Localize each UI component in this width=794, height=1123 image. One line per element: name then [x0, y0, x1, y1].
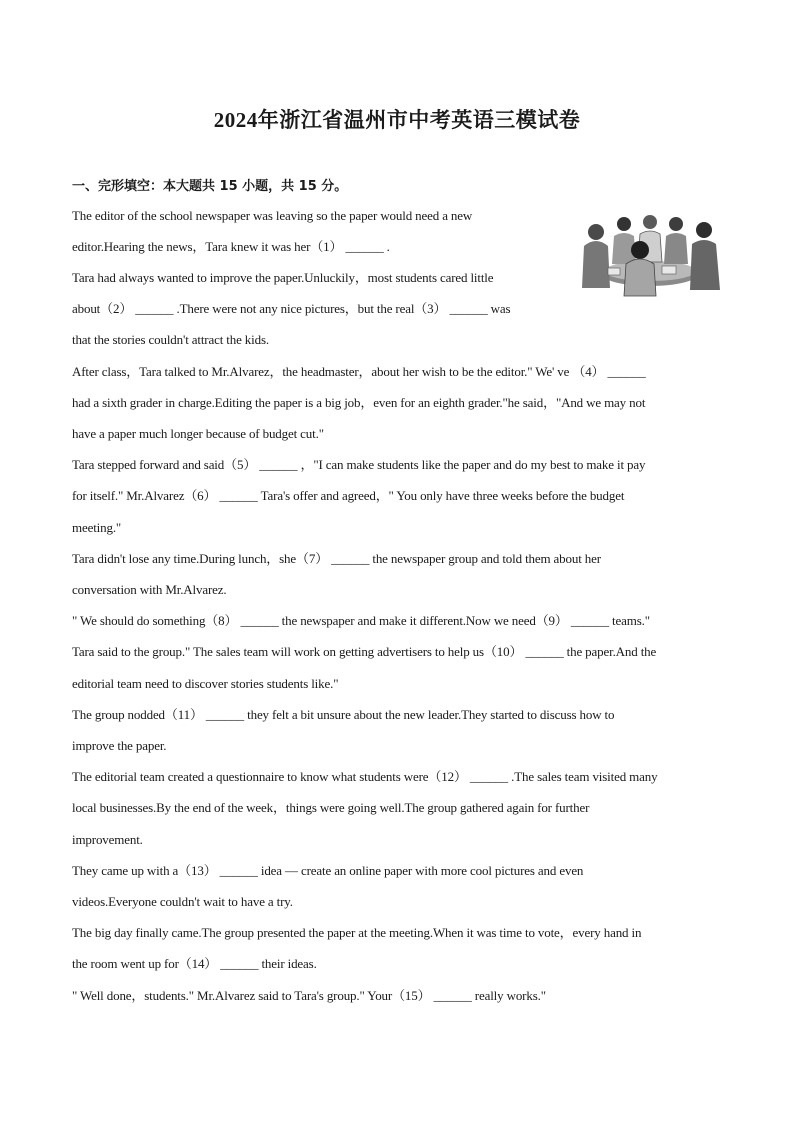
passage-line: The group nodded（11） ______ they felt a bit unsure about the new leader.They started to discuss how to — [72, 707, 615, 722]
passage-line: " Well done，students." Mr.Alvarez said to Tara's group." Your（15） ______ really works." — [72, 988, 546, 1003]
passage-line: editor.Hearing the news，Tara knew it was her（1） ______ . — [72, 239, 390, 254]
passage-line: editorial team need to discover stories students like." — [72, 676, 339, 691]
passage-line: had a sixth grader in charge.Editing the paper is a big job，even for an eighth grader."he said，"And we may not — [72, 395, 646, 410]
passage-line: for itself." Mr.Alvarez（6） ______ Tara's offer and agreed，" You only have three weeks before the budget — [72, 488, 625, 503]
passage-line: They came up with a（13） ______ idea — create an online paper with more cool pictures and even — [72, 863, 584, 878]
passage-line: The editor of the school newspaper was leaving so the paper would need a new — [72, 208, 473, 223]
students-meeting-illustration — [578, 206, 724, 298]
passage-line: videos.Everyone couldn't wait to have a try. — [72, 894, 293, 909]
passage-line: The big day finally came.The group presented the paper at the meeting.When it was time to vote，every hand in — [72, 925, 642, 940]
passage-line: that the stories couldn't attract the kids. — [72, 332, 269, 347]
passage-line: Tara said to the group." The sales team will work on getting advertisers to help us（10） ______ the paper.And the — [72, 644, 657, 659]
section-heading: 一、完形填空：本大题共 15 小题，共 15 分。 — [72, 179, 348, 194]
passage-line: local businesses.By the end of the week，things were going well.The group gathered again for further — [72, 800, 590, 815]
passage-line: Tara had always wanted to improve the paper.Unluckily，most students cared little — [72, 270, 494, 285]
passage-line: improve the paper. — [72, 738, 167, 753]
passage-line: " We should do something（8） ______ the newspaper and make it different.Now we need（9） ______ teams." — [72, 613, 650, 628]
passage-line: conversation with Mr.Alvarez. — [72, 582, 227, 597]
passage-line: meeting." — [72, 520, 122, 535]
passage-line: After class，Tara talked to Mr.Alvarez，the headmaster，about her wish to be the editor." We' ve （4） ______ — [72, 364, 646, 379]
passage-line: Tara didn't lose any time.During lunch，she（7） ______ the newspaper group and told them about her — [72, 551, 601, 566]
passage-line: Tara stepped forward and said（5） ______ ，"I can make students like the paper and do my best to make it pay — [72, 457, 646, 472]
page-title: 2024年浙江省温州市中考英语三模试卷 — [213, 108, 581, 132]
passage-line: The editorial team created a questionnaire to know what students were（12） ______ .The sales team visited many — [72, 769, 658, 784]
passage-line: have a paper much longer because of budget cut." — [72, 426, 324, 441]
passage-line: about（2） ______ .There were not any nice pictures，but the real（3） ______ was — [72, 301, 511, 316]
passage-line: improvement. — [72, 832, 143, 847]
passage-line: the room went up for（14） ______ their ideas. — [72, 956, 317, 971]
